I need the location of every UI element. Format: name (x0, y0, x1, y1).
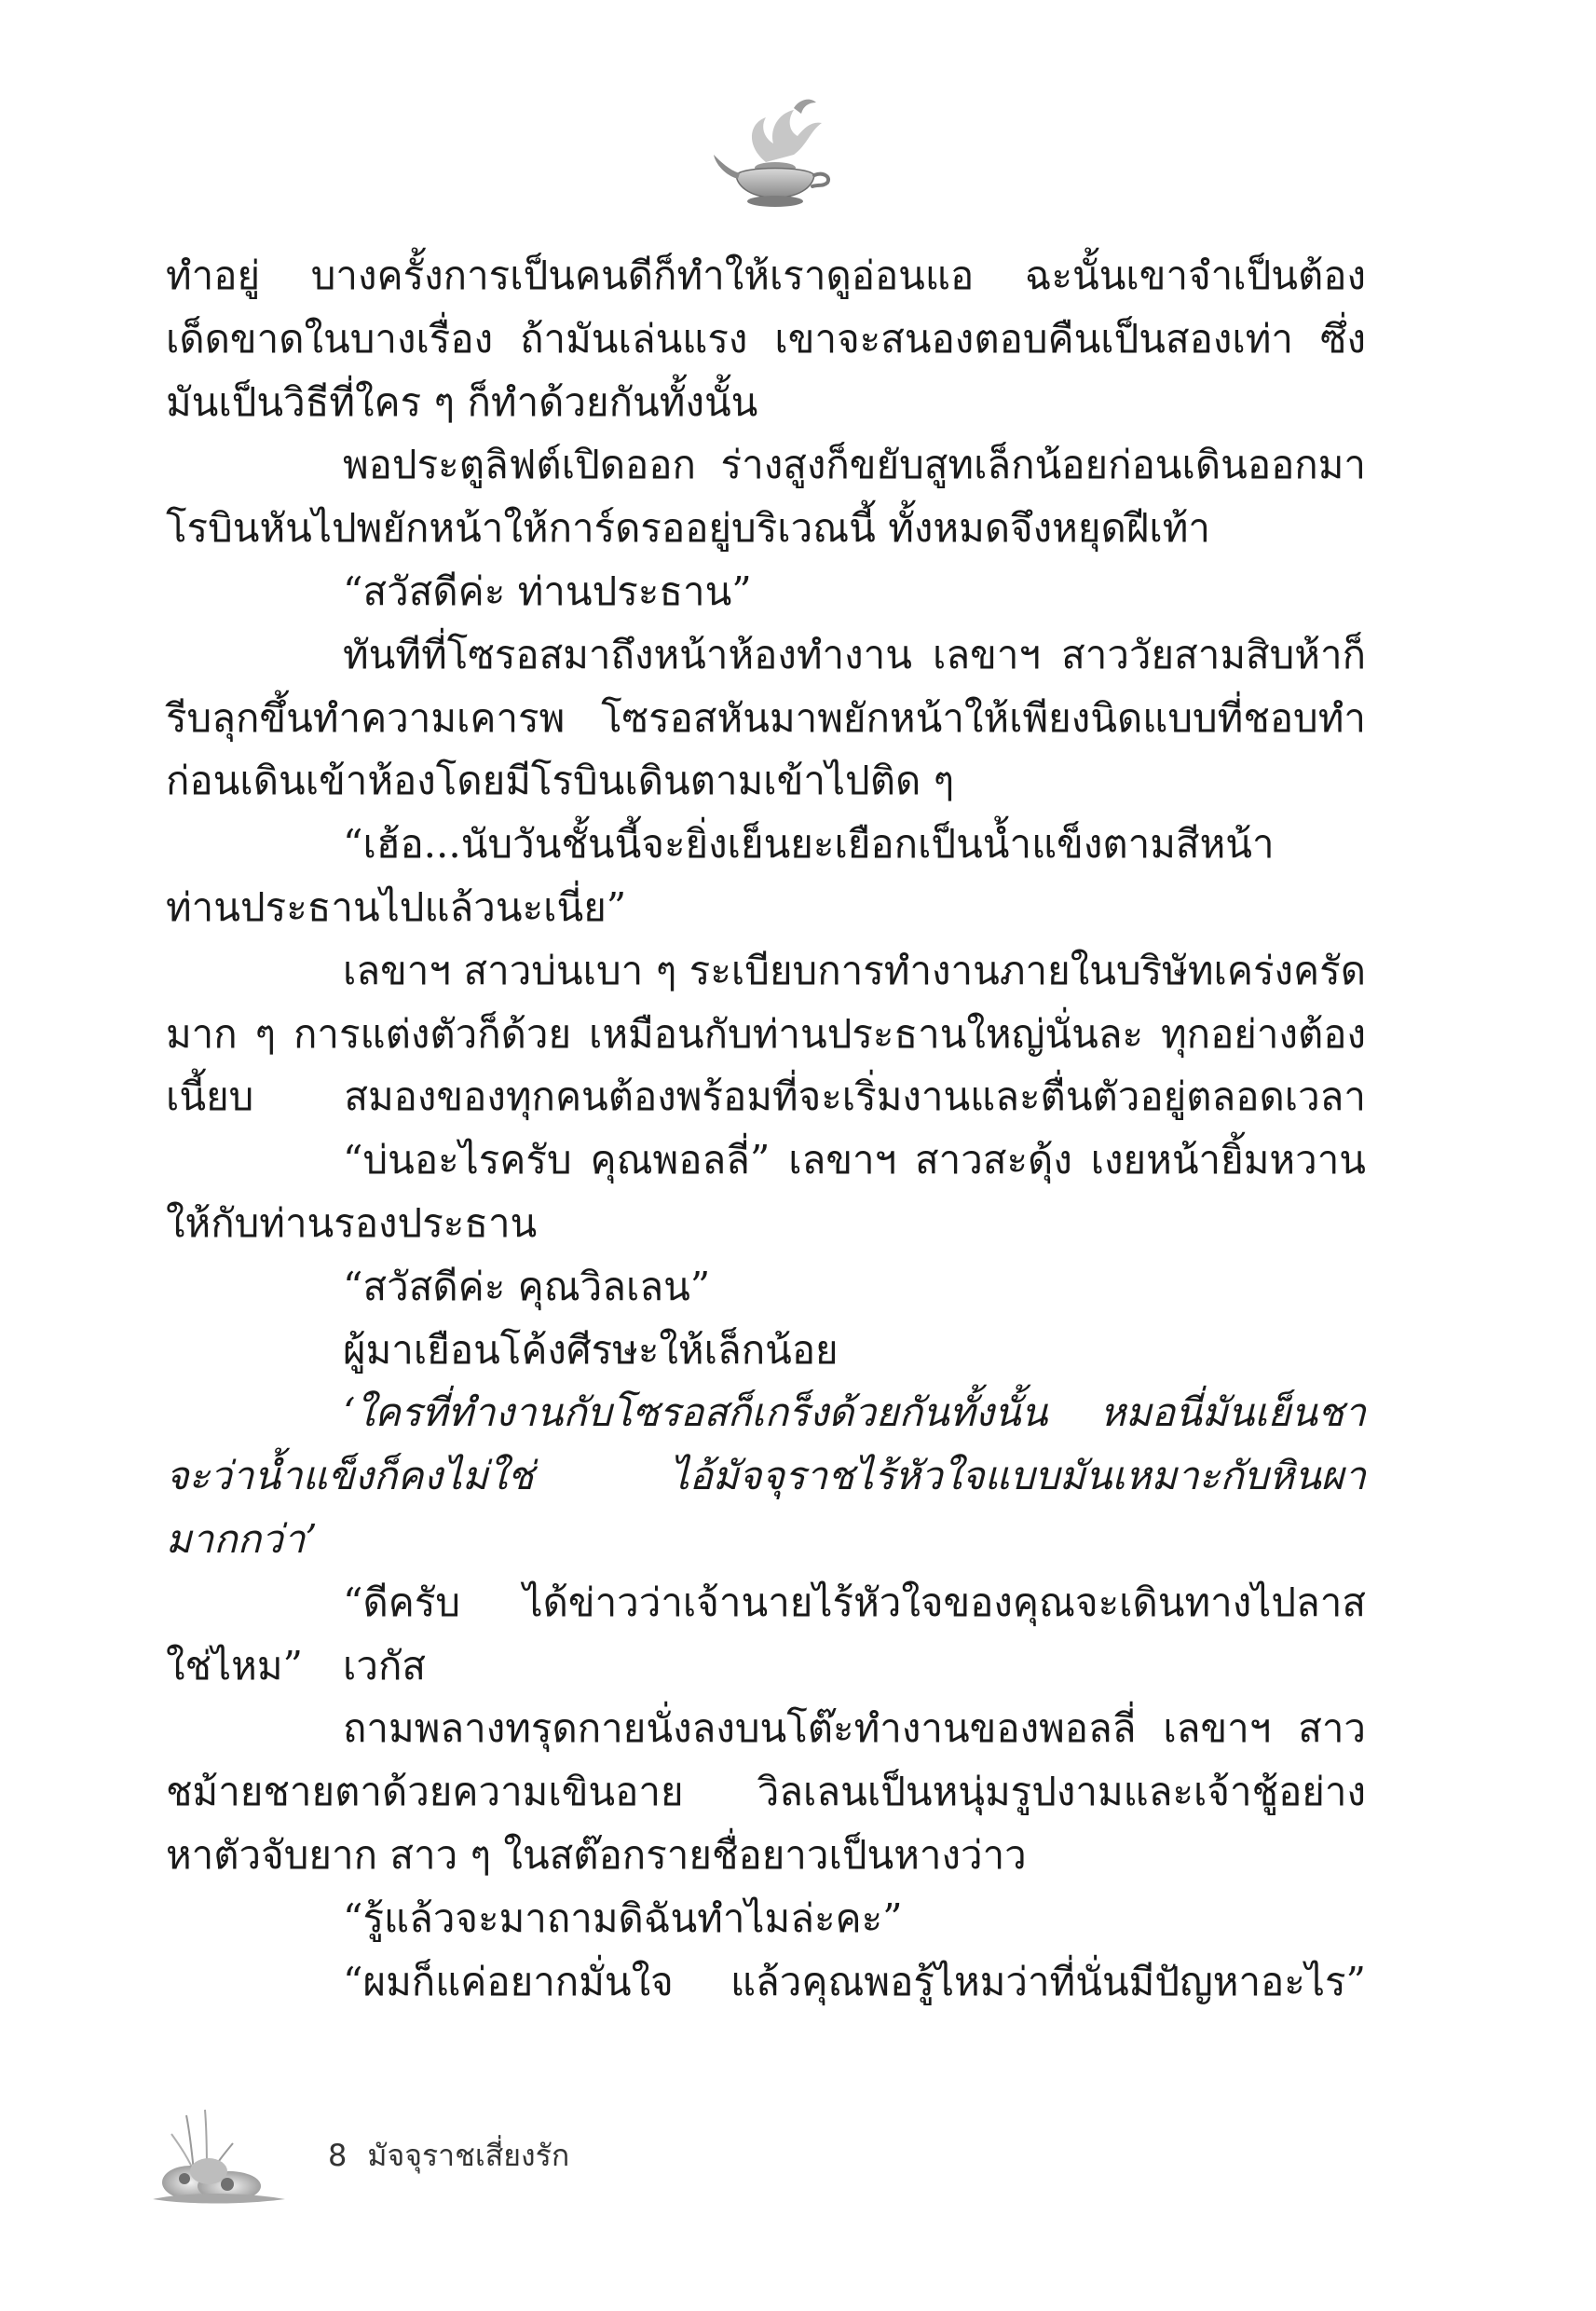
text-line: “รู้แล้วจะมาถามดิฉันทำไมล่ะคะ” (343, 1894, 903, 1941)
book-title: มัจจุราชเสี่ยงรัก (367, 2138, 570, 2173)
text-line: “ดีครับ ได้ข่าวว่าเจ้านายไร้หัวใจของคุณจะเดินทางไปลาสเวกัส (343, 1579, 1366, 1689)
text-line: มันเป็นวิธีที่ใคร ๆ ก็ทำด้วยกันทั้งนั้น (166, 378, 758, 425)
text-line: ชม้ายชายตาด้วยความเขินอาย วิลเลนเป็นหนุ่มรูปงามและเจ้าชู้อย่าง (166, 1769, 1366, 1815)
text-line: “สวัสดีค่ะ ท่านประธาน” (343, 567, 752, 614)
text-line: พอประตูลิฟต์เปิดออก ร่างสูงก็ขยับสูทเล็กน้อยก่อนเดินออกมา (343, 442, 1366, 488)
body-text (166, 244, 1366, 2013)
text-line: ทำอยู่ บางครั้งการเป็นคนดีก็ทำให้เราดูอ่อนแอ ฉะนั้นเขาจำเป็นต้อง (166, 253, 1366, 298)
text-line: “บ่นอะไรครับ คุณพอลลี่” เลขาฯ สาวสะดุ้ง เงยหน้ายิ้มหวาน (343, 1137, 1366, 1183)
text-line: เด็ดขาดในบางเรื่อง ถ้ามันเล่นแรง เขาจะสนองตอบคืนเป็นสองเท่า ซึ่ง (166, 315, 1366, 362)
text-line: มาก ๆ การแต่งตัวก็ด้วย เหมือนกับท่านประธานใหญ่นั่นละ ทุกอย่างต้อง (166, 1010, 1366, 1057)
text-line: “ผมก็แค่อยากมั่นใจ แล้วคุณพอรู้ไหมว่าที่นั่นมีปัญหาอะไร” (343, 1958, 1366, 2004)
text-line: ถามพลางทรุดกายนั่งลงบนโต๊ะทำงานของพอลลี่ เลขาฯ สาว (343, 1705, 1366, 1752)
text-line: ผู้มาเยือนโค้งศีรษะให้เล็กน้อย (343, 1326, 839, 1373)
page-footer (149, 2106, 708, 2218)
page-number: 8 (328, 2138, 348, 2173)
text-line: จะว่าน้ำแข็งก็คงไม่ใช่ ไอ้มัจจุราชไร้หัวใจแบบมันเหมาะกับหินผา (166, 1453, 1366, 1499)
text-line: รีบลุกขึ้นทำความเคารพ โซรอสหันมาพยักหน้าให้เพียงนิดแบบที่ชอบทำ (166, 694, 1366, 741)
text-line: ท่านประธานไปแล้วนะเนี่ย” (166, 883, 627, 930)
teapot-genie-icon (708, 89, 839, 211)
text-line: “สวัสดีค่ะ คุณวิลเลน” (343, 1263, 711, 1309)
text-line: ใช่ไหม” (166, 1642, 303, 1689)
text-line: “เฮ้อ...นับวันชั้นนี้จะยิ่งเย็นยะเยือกเป็นน้ำแข็งตามสีหน้า (343, 821, 1275, 868)
text-line: หาตัวจับยาก สาว ๆ ในสต๊อกรายชื่อยาวเป็นหางว่าว (166, 1831, 1027, 1878)
text-line: เลขาฯ สาวบ่นเบา ๆ ระเบียบการทำงานภายในบริษัทเคร่งครัด (343, 947, 1366, 993)
flower-bouquet-icon (149, 2106, 289, 2208)
text-line: เนี้ยบ สมองของทุกคนต้องพร้อมที่จะเริ่มงานและตื่นตัวอยู่ตลอดเวลา (166, 1073, 1366, 1120)
text-line: มากกว่า’ (166, 1515, 318, 1562)
footer-caption (328, 2132, 569, 2180)
text-line: ก่อนเดินเข้าห้องโดยมีโรบินเดินตามเข้าไปติด ๆ (166, 758, 955, 804)
text-line: โรบินหันไปพยักหน้าให้การ์ดรออยู่บริเวณนี้ ทั้งหมดจึงหยุดฝีเท้า (166, 505, 1210, 552)
text-line: ให้กับท่านรองประธาน (166, 1199, 538, 1246)
text-line: ทันทีที่โซรอสมาถึงหน้าห้องทำงาน เลขาฯ สาววัยสามสิบห้าก็ (343, 631, 1366, 677)
text-line: ‘ใครที่ทำงานกับโซรอสก็เกร็งด้วยกันทั้งนั้น หมอนี่มันเย็นชา (343, 1389, 1366, 1436)
